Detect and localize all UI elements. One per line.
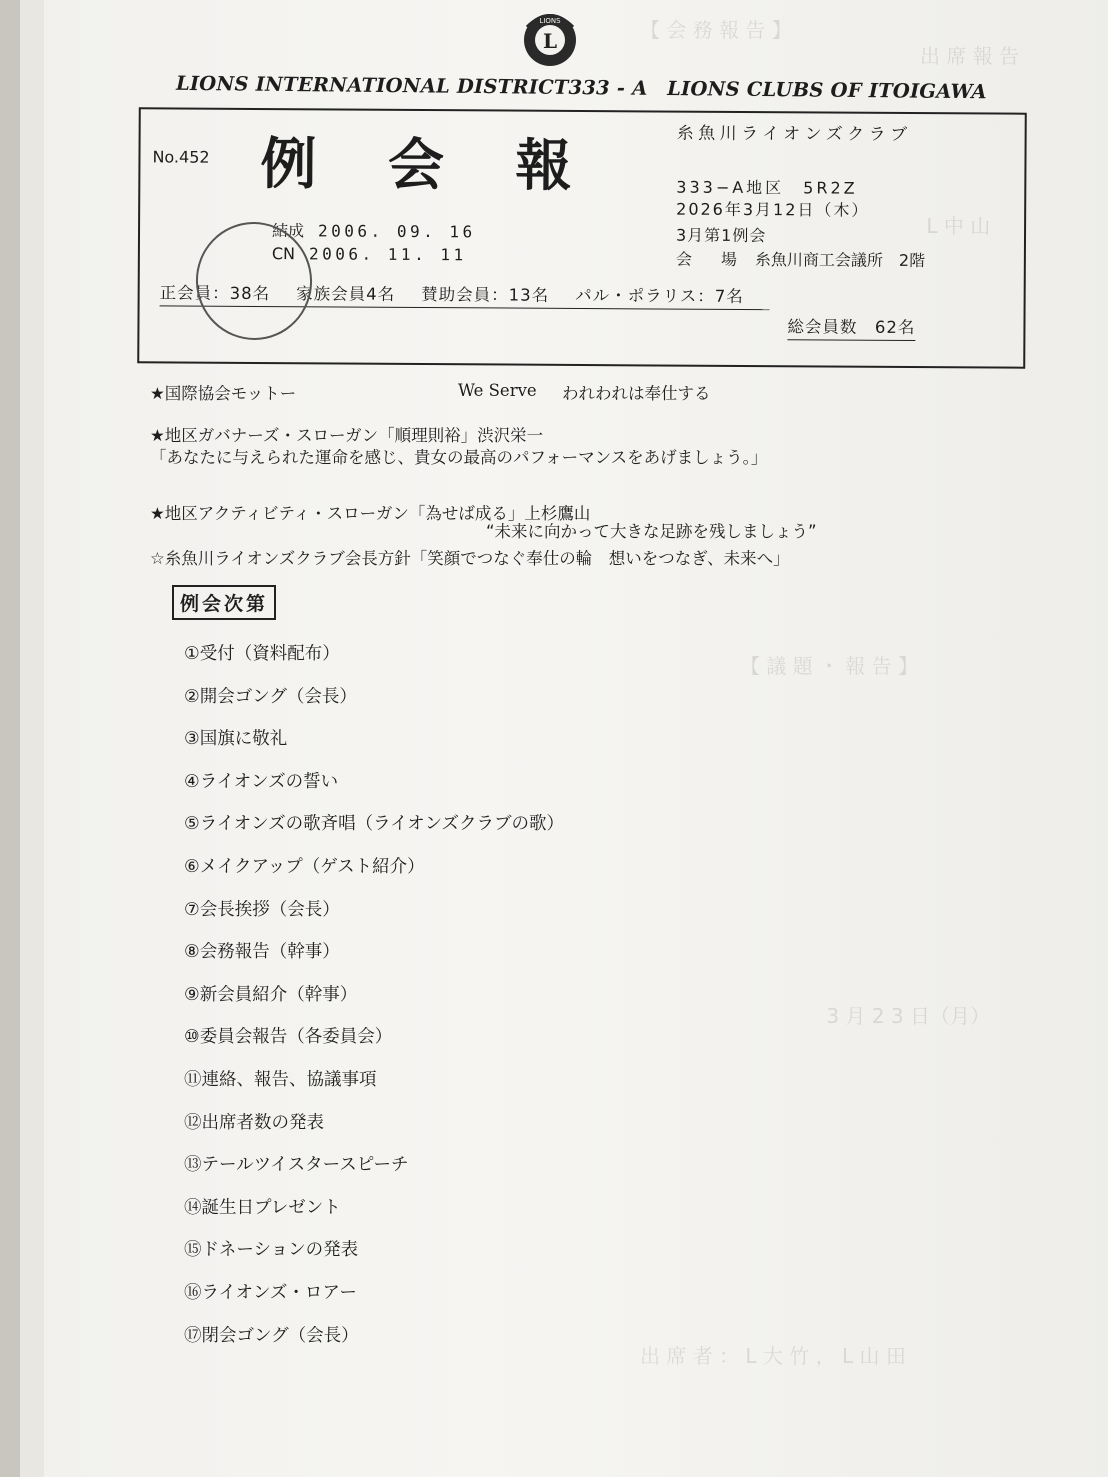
bleed-through-text: 【 会 務 報 告 】 <box>640 18 792 42</box>
agenda-list <box>184 640 564 1364</box>
intl-motto-en: We Serve <box>458 381 537 400</box>
venue-value: 糸魚川商工会議所 2階 <box>754 250 926 271</box>
venue-label: 会 場 <box>675 249 750 270</box>
agenda-item: ⑬テールツイスタースピーチ <box>184 1155 409 1176</box>
founded-value: 2006. 09. 16 <box>317 221 476 242</box>
agenda-item: ⑫出席者数の発表 <box>184 1112 324 1133</box>
associate-members: 賛助会員：13名 <box>421 285 550 305</box>
activity-slogan: ★地区アクティビティ・スローガン「為せば成る」上杉鷹山 <box>150 504 591 523</box>
intl-motto-label: ★国際協会モットー <box>150 384 297 403</box>
cn-label: CN <box>271 244 296 264</box>
agenda-item: ⑪連絡、報告、協議事項 <box>184 1069 377 1090</box>
agenda-item: ⑭誕生日プレゼント <box>184 1197 341 1218</box>
meeting-number: 3月第1例会 <box>675 225 767 246</box>
bleed-through-text: 出 席 者 ： L 大 竹 ， L 山 田 <box>640 1344 906 1368</box>
bleed-through-text: 出 席 報 告 <box>920 44 1020 68</box>
agenda-item: ⑰閉会ゴング（会長） <box>184 1325 359 1346</box>
agenda-item: ②開会ゴング（会長） <box>184 686 357 707</box>
governor-slogan: ★地区ガバナーズ・スローガン「順理則裕」渋沢栄一 <box>150 426 544 445</box>
meeting-date: 2026年3月12日（木） <box>676 199 870 220</box>
bleed-through-text: L 中 山 <box>880 214 991 238</box>
venue <box>676 247 925 272</box>
bleed-through-text: 3 月 2 3 日（月） <box>800 1004 990 1028</box>
district-header: LIONS INTERNATIONAL DISTRICT333 - A LIONS CLUBS OF ITOIGAWA <box>175 71 987 104</box>
agenda-item: ⑨新会員紹介（幹事） <box>184 984 358 1005</box>
founded-label: 結成 <box>271 221 305 241</box>
regular-members: 正会員：38名 <box>159 283 271 304</box>
agenda-item: ⑧会務報告（幹事） <box>184 942 340 963</box>
logo-text: LIONS <box>539 17 561 25</box>
agenda-item: ⑯ライオンズ・ロアー <box>184 1282 357 1303</box>
agenda-item: ⑥メイクアップ（ゲスト紹介） <box>184 856 425 877</box>
intl-motto-jp: われわれは奉仕する <box>562 384 711 403</box>
president-policy: ☆糸魚川ライオンズクラブ会長方針「笑顔でつなぐ奉仕の輪 想いをつなぎ、未来へ」 <box>150 549 790 568</box>
page-title: 例 会 報 <box>260 131 598 200</box>
agenda-item: ③国旗に敬礼 <box>184 729 288 750</box>
agenda-item: ④ライオンズの誓い <box>184 771 339 792</box>
agenda-item: ⑮ドネーションの発表 <box>184 1240 359 1261</box>
bleed-through-text: 【 議 題 ・ 報 告 】 <box>740 654 919 678</box>
district-zone: 333−A地区 5R2Z <box>676 177 858 198</box>
svg-text:L: L <box>542 29 558 53</box>
pal-polaris-members: パル・ポラリス：7名 <box>575 285 744 306</box>
agenda-item: ⑤ライオンズの歌斉唱（ライオンズクラブの歌） <box>184 814 565 835</box>
club-name: 糸魚川ライオンズクラブ <box>676 123 912 146</box>
total-members: 総会員数 62名 <box>787 313 915 341</box>
agenda-item: ⑩委員会報告（各委員会） <box>184 1027 393 1048</box>
founded-date <box>272 218 476 242</box>
agenda-title: 例会次第 <box>172 585 276 620</box>
agenda-item: ①受付（資料配布） <box>184 644 340 664</box>
governor-quote: 「あなたに与えられた運命を感じ、貴女の最高のパフォーマンスをあげましょう。」 <box>150 448 768 467</box>
activity-quote: “未来に向かって大きな足跡を残しましょう” <box>486 522 817 541</box>
family-members: 家族会員4名 <box>296 284 396 304</box>
cn-value: 2006. 11. 11 <box>308 244 467 265</box>
lions-emblem-icon <box>518 6 582 70</box>
agenda-item: ⑦会長挨拶（会長） <box>184 899 340 920</box>
issue-number: No.452 <box>152 147 210 167</box>
